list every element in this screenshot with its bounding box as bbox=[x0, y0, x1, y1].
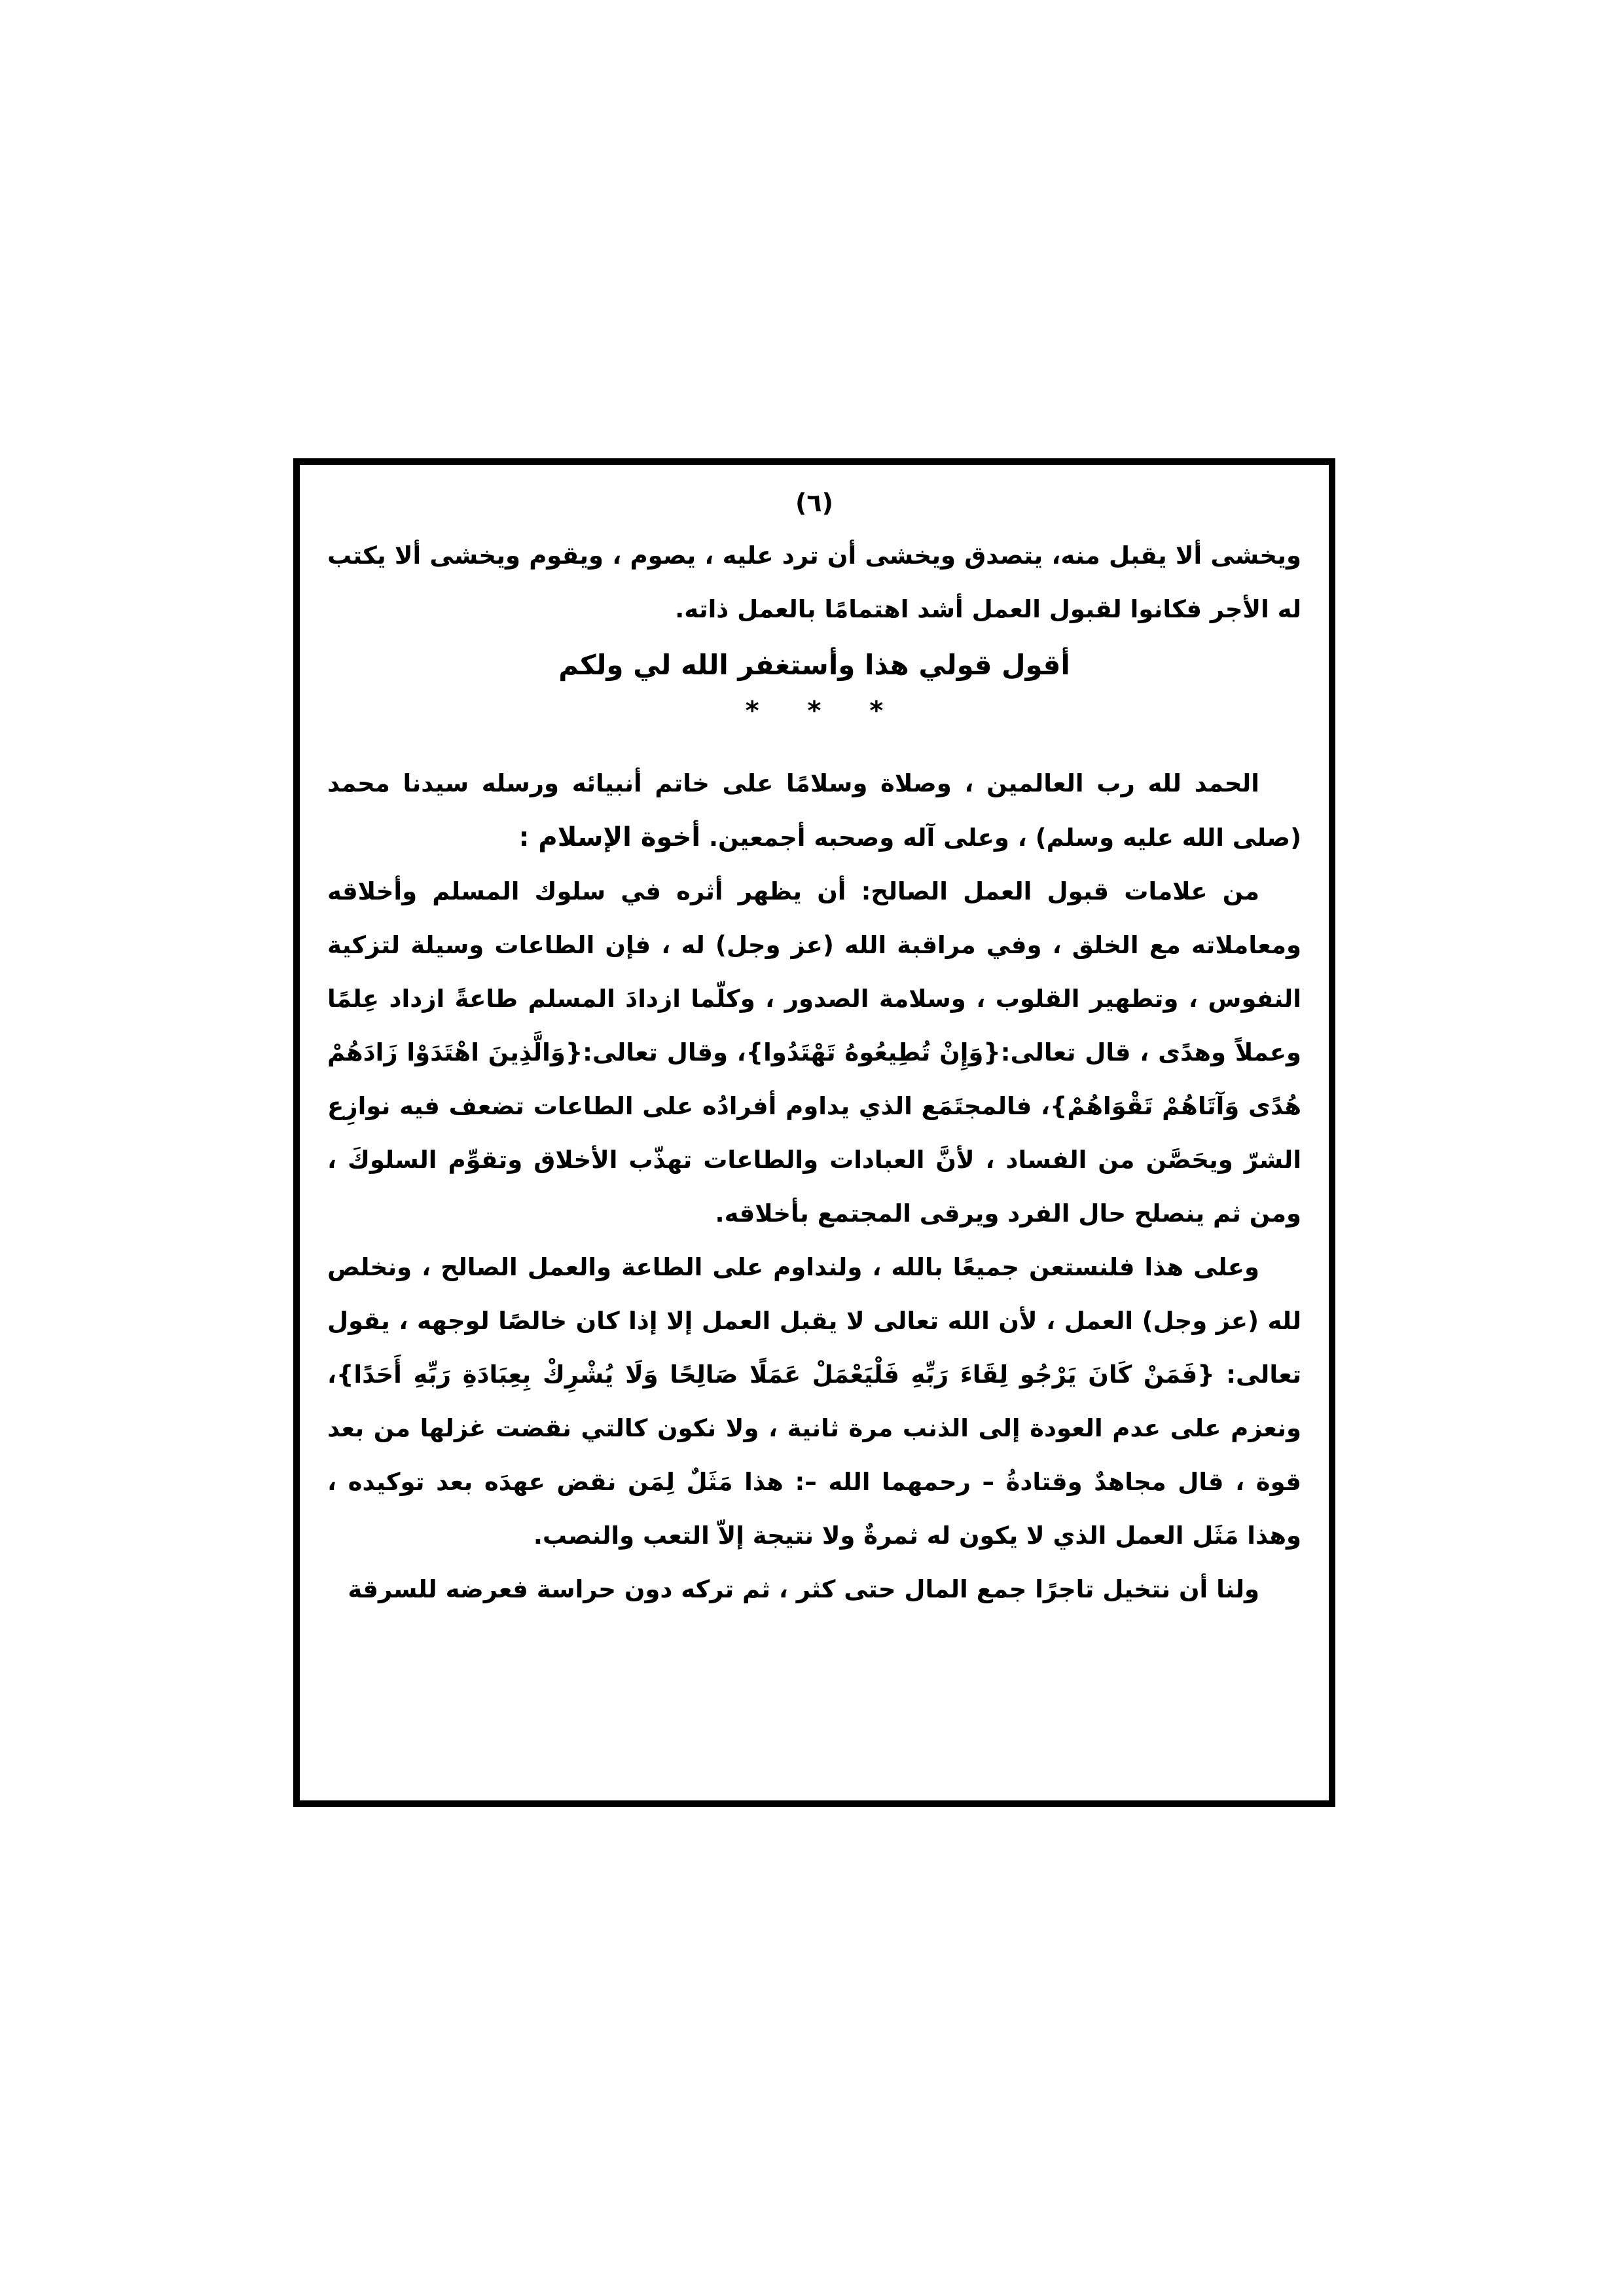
closing-heading: أقول قولي هذا وأستغفر الله لي ولكم bbox=[558, 649, 1070, 681]
paragraph-5: ولنا أن نتخيل تاجرًا جمع المال حتى كثر ، ثم تركه دون حراسة فعرضه للسرقة bbox=[348, 1575, 1259, 1603]
paragraph-4: وعلى هذا فلنستعن جميعًا بالله ، ولنداوم على الطاعة والعمل الصالح ، ونخلص لله (عز وجل) العمل ، لأن الله تعالى لا يقبل العمل إلا إذا كان خالصًا لوجهه ، يقول تعالى: {فَمَنْ كَانَ يَرْجُو لِقَاءَ رَبِّهِ فَلْيَعْمَلْ عَمَلًا صَالِحًا وَلَا يُشْرِكْ بِعِبَادَةِ رَبِّهِ أَحَدًا}، ونعزم على عدم العودة إلى الذنب مرة ثانية ، ولا نكون كالتي نقضت غزلها من بعد قوة ، قال مجاهدٌ وقتادةُ – رحمهما الله –: هذا مَثَلٌ لِمَن نقض عهدَه بعد توكيده ، وهذا مَثَل العمل الذي لا يكون له ثمرةٌ ولا نتيجة إلاّ التعب والنصب. bbox=[327, 1253, 1301, 1550]
paragraph-2 bbox=[327, 757, 1301, 865]
page-number: (٦) bbox=[795, 488, 833, 517]
paragraph-3: من علامات قبول العمل الصالح: أن يظهر أثره في سلوك المسلم وأخلاقه ومعاملاته مع الخلق ، وفي مراقبة الله (عز وجل) له ، فإن الطاعات وسيلة لتزكية النفوس ، وتطهير القلوب ، وسلامة الصدور ، وكلّما ازدادَ المسلم طاعةً ازداد عِلمًا وعملاً وهدًى ، قال تعالى:{وَإِنْ تُطِيعُوهُ تَهْتَدُوا}، وقال تعالى:{وَالَّذِينَ اهْتَدَوْا زَادَهُمْ هُدًى وَآتَاهُمْ تَقْوَاهُمْ}، فالمجتَمَع الذي يداوم أفرادُه على الطاعات تضعف فيه نوازِع الشرّ ويحَصَّن من الفساد ، لأنَّ العبادات والطاعات تهذّب الأخلاق وتقوِّم السلوكَ ، ومن ثم ينصلح حال الفرد ويرقى المجتمع بأخلاقه. bbox=[327, 877, 1301, 1228]
paragraph-2-heading: أخوة الإسلام : bbox=[518, 822, 701, 852]
page-content bbox=[327, 483, 1301, 1787]
paragraph-1: ويخشى ألا يقبل منه، يتصدق ويخشى أن ترد عليه ، يصوم ، ويقوم ويخشى ألا يكتب له الأجر فكانوا لقبول العمل أشد اهتمامًا بالعمل ذاته. bbox=[327, 541, 1301, 623]
paragraph-2-text: الحمد لله رب العالمين ، وصلاة وسلامًا على خاتم أنبيائه ورسله سيدنا محمد (صلى الله عليه وسلم) ، وعلى آله وصحبه أجمعين. bbox=[327, 769, 1301, 852]
separator: * * * bbox=[745, 696, 884, 726]
page-frame bbox=[293, 458, 1335, 1807]
